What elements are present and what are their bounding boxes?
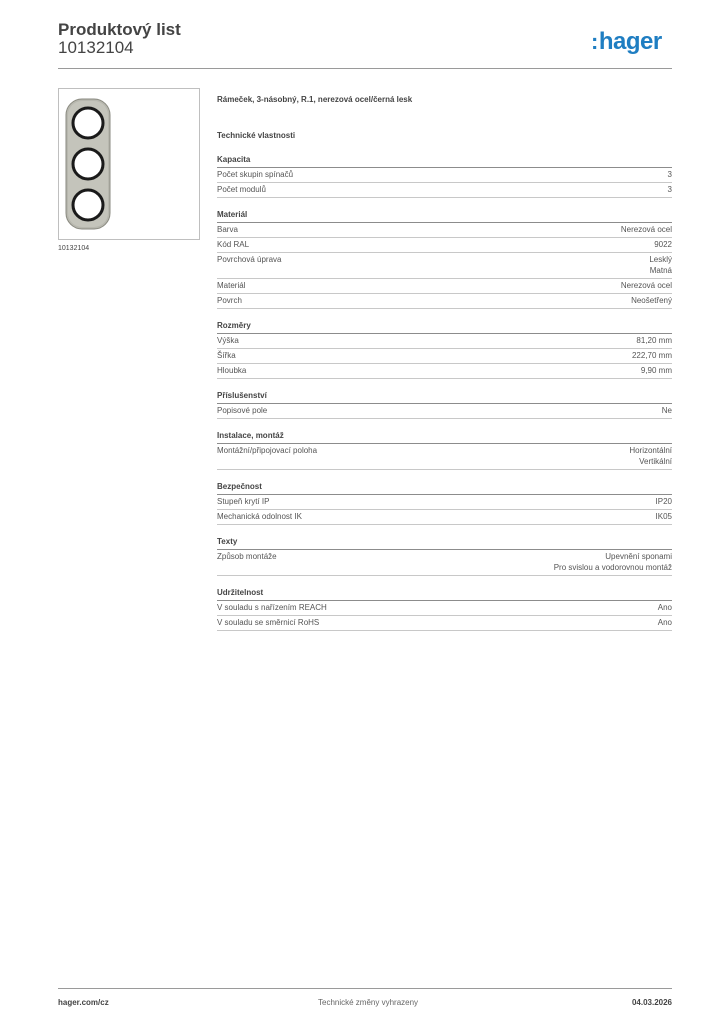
footer-website: hager.com/cz (58, 998, 109, 1007)
spec-value (658, 617, 672, 628)
spec-value (649, 254, 672, 276)
section-title: Instalace, montáž (217, 430, 672, 444)
spec-value-line: IK05 (655, 512, 672, 521)
spec-value-line: 9022 (654, 240, 672, 249)
section-title: Kapacita (217, 154, 672, 168)
spec-row (217, 495, 672, 510)
spec-value-line: 3 (667, 170, 672, 179)
spec-label: Výška (217, 336, 239, 345)
header-divider (58, 68, 672, 69)
spec-value-line: Nerezová ocel (620, 281, 672, 290)
spec-value-line: 9,90 mm (640, 366, 672, 375)
section-title: Texty (217, 536, 672, 550)
spec-label: Hloubka (217, 366, 247, 375)
spec-value (632, 350, 672, 361)
spec-value-line: Horizontální (629, 446, 672, 455)
section-title: Udržitelnost (217, 587, 672, 601)
spec-section (217, 320, 672, 379)
spec-value-line: Lesklý (649, 255, 672, 264)
image-caption: 10132104 (58, 245, 90, 252)
section-title: Materiál (217, 209, 672, 223)
spec-label: Počet modulů (217, 185, 266, 194)
spec-label: Popisové pole (217, 406, 268, 415)
spec-value (554, 551, 672, 573)
spec-row (217, 349, 672, 364)
footer-divider (58, 988, 672, 989)
spec-label: Barva (217, 225, 238, 234)
spec-row (217, 444, 672, 470)
spec-label: V souladu s nařízením REACH (217, 603, 327, 612)
spec-value (668, 184, 672, 195)
spec-value-line: IP20 (655, 497, 672, 506)
page-title: Produktový list (58, 20, 181, 39)
section-title: Příslušenství (217, 390, 672, 404)
spec-label: Stupeň krytí IP (217, 497, 270, 506)
product-image (58, 88, 200, 240)
spec-value (654, 239, 672, 250)
spec-section (217, 390, 672, 419)
tech-heading: Technické vlastnosti (217, 131, 296, 140)
spec-value-line: Pro svislou a vodorovnou montáž (553, 563, 672, 572)
spec-label: V souladu se směrnicí RoHS (217, 618, 320, 627)
spec-value (621, 224, 672, 235)
spec-value (631, 295, 672, 306)
frame-3-gang-icon (59, 89, 199, 239)
product-name: Rámeček, 3-násobný, R.1, nerezová ocel/černá lesk (217, 95, 413, 104)
spec-row (217, 616, 672, 631)
spec-value (641, 365, 672, 376)
spec-value-line: Ano (657, 603, 672, 612)
logo-mark-icon: : (591, 29, 598, 54)
section-title: Rozměry (217, 320, 672, 334)
spec-value-line: 222,70 mm (631, 351, 672, 360)
spec-label: Povrchová úprava (217, 255, 282, 264)
spec-label: Montážní/připojovací poloha (217, 446, 318, 455)
footer-date: 04.03.2026 (631, 998, 672, 1007)
spec-row (217, 404, 672, 419)
spec-row (217, 550, 672, 576)
spec-value (656, 511, 672, 522)
spec-label: Kód RAL (217, 240, 250, 249)
spec-value (662, 405, 672, 416)
spec-value-line: 81,20 mm (636, 336, 672, 345)
spec-section (217, 430, 672, 470)
spec-value (636, 335, 672, 346)
spec-value (629, 445, 672, 467)
spec-label: Šířka (217, 351, 236, 360)
spec-value-line: Vertikální (639, 457, 672, 466)
spec-section (217, 481, 672, 525)
spec-section (217, 536, 672, 576)
spec-row (217, 510, 672, 525)
spec-section (217, 587, 672, 631)
spec-value (621, 280, 672, 291)
spec-section (217, 154, 672, 198)
spec-row (217, 238, 672, 253)
spec-label: Povrch (217, 296, 242, 305)
spec-row (217, 364, 672, 379)
spec-row (217, 253, 672, 279)
spec-row (217, 294, 672, 309)
spec-value-line: 3 (667, 185, 672, 194)
spec-sections (217, 154, 672, 631)
spec-row (217, 183, 672, 198)
section-title: Bezpečnost (217, 481, 672, 495)
spec-value (656, 496, 672, 507)
spec-row (217, 334, 672, 349)
spec-value (658, 602, 672, 613)
spec-value-line: Ano (657, 618, 672, 627)
footer-disclaimer: Technické změny vyhrazeny (318, 998, 419, 1007)
spec-value-line: Matná (649, 266, 672, 275)
spec-row (217, 601, 672, 616)
spec-label: Způsob montáže (217, 552, 277, 561)
spec-label: Počet skupin spínačů (217, 170, 294, 179)
document-number: 10132104 (58, 38, 134, 57)
spec-row (217, 168, 672, 183)
spec-row (217, 223, 672, 238)
spec-value (668, 169, 672, 180)
spec-value-line: Nerezová ocel (620, 225, 672, 234)
spec-value-line: Ne (661, 406, 672, 415)
spec-value-line: Neošetřený (631, 296, 672, 305)
logo-text: hager (598, 28, 662, 55)
spec-row (217, 279, 672, 294)
spec-content (217, 93, 672, 631)
spec-section (217, 209, 672, 309)
spec-label: Materiál (217, 281, 246, 290)
hager-logo (591, 28, 662, 56)
spec-value-line: Upevnění sponami (605, 552, 672, 561)
spec-label: Mechanická odolnost IK (217, 512, 302, 521)
